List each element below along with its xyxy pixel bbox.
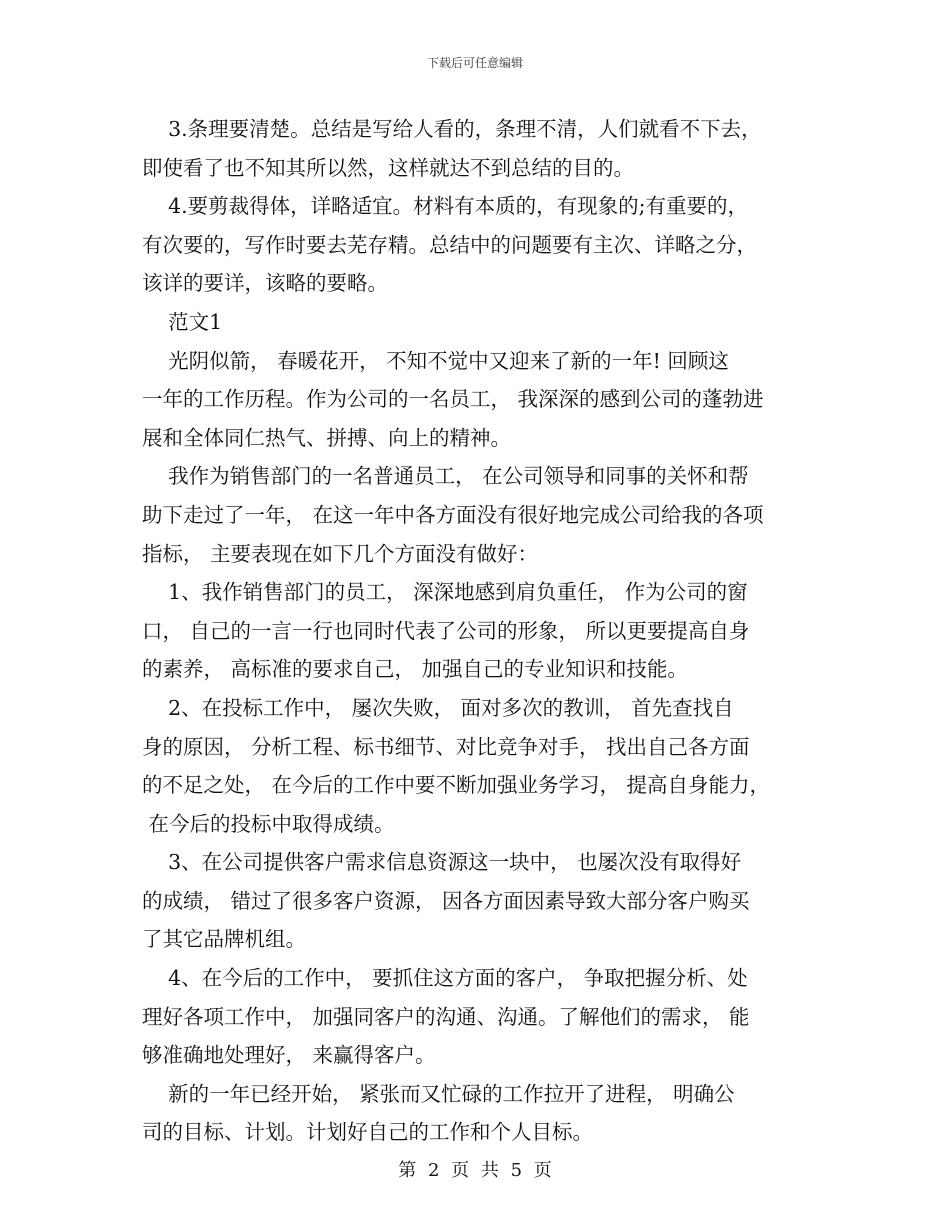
text-line: 助下走过了一年， 在这一年中各方面没有很好地完成公司给我的各项 [142,502,764,527]
text-line: 口， 自己的一言一行也同时代表了公司的形象， 所以更要提高自身 [142,618,750,643]
text-line: 4、在今后的工作中， 要抓住这方面的客户， 争取把握分析、处 [142,966,748,991]
document-body [142,110,810,1152]
text-line: 3.条理要清楚。总结是写给人看的，条理不清，人们就看不下去， [142,117,762,141]
text-line: 有次要的，写作时要去芜存精。总结中的问题要有主次、详略之分， [142,232,757,257]
text-line: 的素养， 高标准的要求自己， 加强自己的专业知识和技能。 [142,657,689,682]
paragraph [142,303,810,342]
text-line: 我作为销售部门的一名普通员工， 在公司领导和同事的关怀和帮 [142,464,749,489]
text-line: 一年的工作历程。作为公司的一名员工， 我深深的感到公司的蓬勃进 [142,387,764,412]
paragraph [142,1075,810,1152]
text-line: 3、在公司提供客户需求信息资源这一块中， 也屡次没有取得好 [142,850,742,875]
text-line: 司的目标、计划。计划好自己的工作和个人目标。 [142,1120,593,1145]
text-line: 光阴似箭， 春暖花开， 不知不觉中又迎来了新的一年! 回顾这 [142,348,729,373]
paragraph [142,457,810,573]
text-line: 新的一年已经开始， 紧张而又忙碌的工作拉开了进程， 明确公 [142,1081,735,1106]
text-line: 身的原因， 分析工程、标书细节、对比竞争对手， 找出自己各方面 [142,734,750,759]
text-line: 1、我作销售部门的员工， 深深地感到肩负重任， 作为公司的窗 [142,580,748,605]
paragraph [142,843,810,959]
paragraph [142,110,810,187]
text-line: 的不足之处， 在今后的工作中要不断加强业务学习， 提高自身能力， [142,773,771,798]
text-line: 的成绩， 错过了很多客户资源， 因各方面因素导致大部分客户购买 [142,888,750,913]
paragraph [142,689,810,843]
paragraph [142,342,810,458]
page-number: 第 2 页 共 5 页 [398,1160,552,1181]
text-line: 理好各项工作中， 加强同客户的沟通、沟通。了解他们的需求， 能 [142,1004,750,1029]
text-line: 范文1 [142,309,223,334]
paragraph [142,573,810,689]
text-line: 指标， 主要表现在如下几个方面没有做好： [142,541,539,566]
text-line: 即使看了也不知其所以然，这样就达不到总结的目的。 [142,155,634,180]
text-line: 该详的要详，该略的要略。 [142,271,388,296]
text-line: 在今后的投标中取得成绩。 [142,811,395,836]
text-line: 4.要剪裁得体，详略适宜。材料有本质的，有现象的;有重要的， [142,194,749,219]
text-line: 够准确地处理好， 来赢得客户。 [142,1043,436,1068]
text-line: 2、在投标工作中， 屡次失败， 面对多次的教训， 首先查找自 [142,695,734,720]
text-line: 了其它品牌机组。 [142,927,306,952]
paragraph [142,959,810,1075]
paragraph [142,187,810,303]
page-header-note: 下载后可任意编辑 [426,56,523,70]
text-line: 展和全体同仁热气、拼搏、向上的精神。 [142,425,511,450]
